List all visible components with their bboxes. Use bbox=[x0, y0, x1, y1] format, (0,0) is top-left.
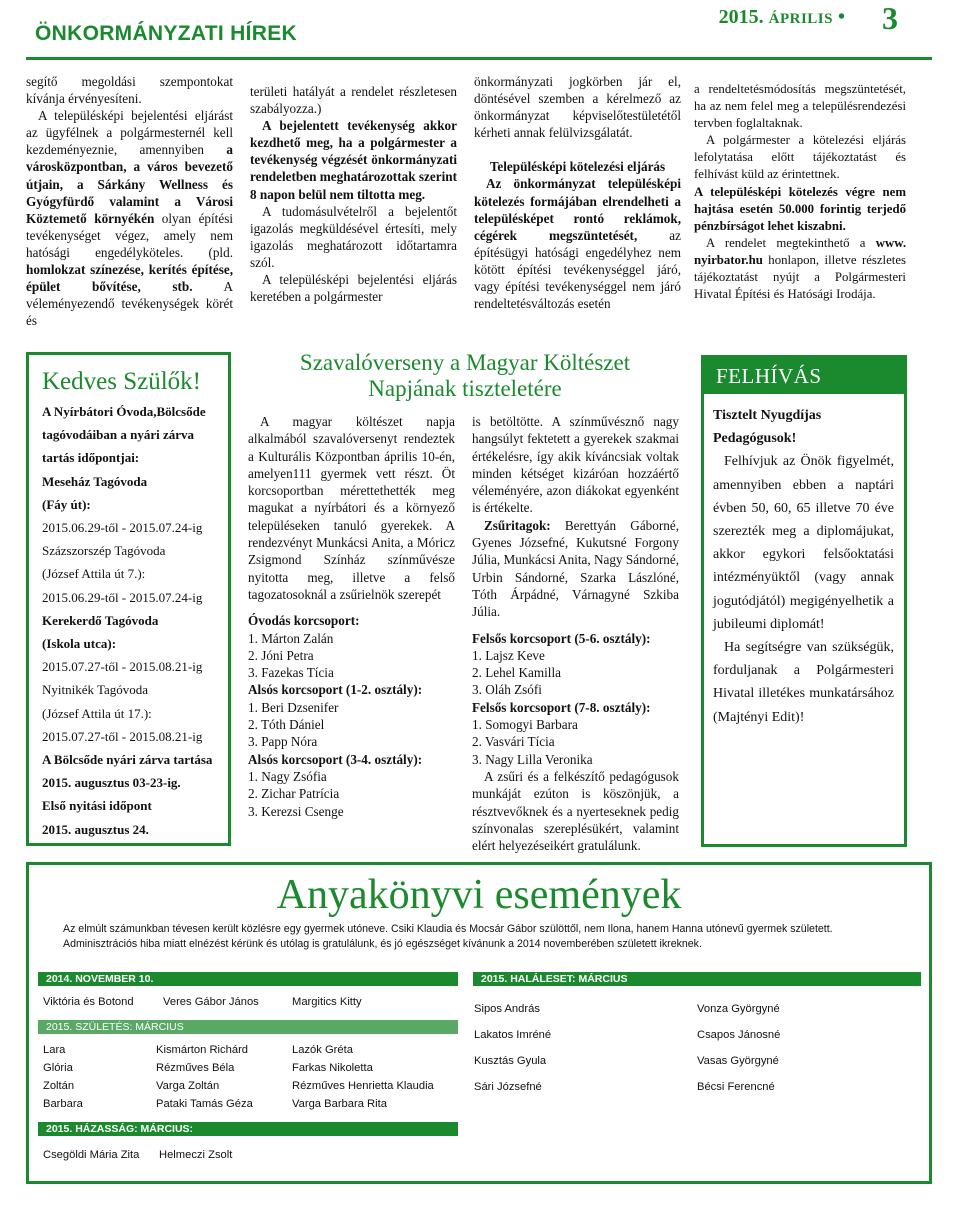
article-column-2 bbox=[250, 83, 457, 305]
paragraph: önkormányzati jogkörben jár el, döntésével szemben a kérelmező az önkormányzat képviselőtestületétől kérheti annak felülvizsgálatát. bbox=[474, 74, 681, 141]
paragraph: A zsűri és a felkészítő pedagógusok munkáját ezúton is köszönjük, a résztvevőknek és a nyerteseknek pedig színvonalas szereplésükért, valamint elért helyezéseikért gratulálunk. bbox=[472, 768, 679, 854]
registry-name: Rézműves Henrietta Klaudia bbox=[292, 1080, 434, 1092]
page-header bbox=[0, 0, 960, 62]
winner: 2. Lehel Kamilla bbox=[472, 665, 561, 681]
registry-name: Lazók Gréta bbox=[292, 1044, 353, 1056]
header-rule bbox=[26, 57, 932, 60]
paragraph: Ha segítségre van szükségük, forduljanak a Polgármesteri Hivatal illetékes munkatársához (Majtényi Edit)! bbox=[713, 640, 894, 725]
winner: 1. Lajsz Keve bbox=[472, 647, 545, 663]
line: Első nyitási időpont bbox=[42, 798, 152, 814]
group-heading: Alsós korcsoport (3-4. osztály): bbox=[248, 751, 423, 767]
registry-name: Sári Józsefné bbox=[474, 1081, 542, 1093]
issue-month: ÁPRILIS bbox=[768, 11, 833, 27]
line: tartás időpontjai: bbox=[42, 450, 140, 466]
poetry-title: Szavalóverseny a Magyar Költészet Napjának tiszteletére bbox=[299, 350, 631, 401]
line: tagóvodáiban a nyári zárva bbox=[42, 427, 195, 443]
paragraph: területi hatályát a rendelet részletesen szabályozza.) bbox=[250, 84, 457, 117]
group-heading: Felsős korcsoport (5-6. osztály): bbox=[472, 630, 651, 646]
registry-name: Vasas Györgyné bbox=[697, 1055, 779, 1067]
line: 2015.06.29-től - 2015.07.24-ig bbox=[42, 589, 203, 605]
winner: 1. Márton Zalán bbox=[248, 630, 334, 646]
winner: 3. Oláh Zsófi bbox=[472, 682, 542, 698]
line: 2015.07.27-től - 2015.08.21-ig bbox=[42, 728, 203, 744]
line: 2015.06.29-től - 2015.07.24-ig bbox=[42, 520, 203, 536]
winner: 2. Zichar Patrícia bbox=[248, 786, 340, 802]
line: 2015.07.27-től - 2015.08.21-ig bbox=[42, 659, 203, 675]
article-column-1 bbox=[26, 73, 233, 329]
poetry-column-1 bbox=[248, 413, 455, 820]
section-header-marriage: 2015. HÁZASSÁG: MÁRCIUS: bbox=[38, 1122, 458, 1136]
winner: 1. Beri Dzsenifer bbox=[248, 699, 339, 715]
line: Meseház Tagóvoda bbox=[42, 473, 148, 489]
notice-body bbox=[704, 394, 904, 729]
winner: 1. Somogyi Barbara bbox=[472, 717, 578, 733]
paragraph: A bejelentett tevékenység akkor kezdhető meg, ha a polgármester a tevékenység végzését önkormányzati rendeletben meghatározottak szerint 8 napon belül nem tiltotta meg. bbox=[250, 118, 457, 202]
line: A Nyírbátori Óvoda,Bölcsőde bbox=[42, 404, 206, 419]
registry-name: Kusztás Gyula bbox=[474, 1055, 547, 1067]
line: 2015. augusztus 03-23-ig. bbox=[42, 775, 181, 791]
paragraph: A településképi bejelentési eljárást az ügyfélnek a polgármesternél kell kezdeményeznie, amennyiben a városközpontban, a város bevezető útjain, a Sárkány Wellness és Gyógyfürdő valamint a Városi Köztemető környékén olyan építési tevékenységet végez, amely nem hatósági engedélyköteles. (pld. homlokzat színezése, kerítés építése, épület bővítése, stb. A véleményezendő tevékenységek körét és bbox=[26, 108, 233, 329]
line: Százszorszép Tagóvoda bbox=[42, 543, 166, 559]
section-title: ÖNKORMÁNYZATI HÍREK bbox=[35, 22, 297, 45]
registry-name: Zoltán bbox=[43, 1080, 75, 1092]
line: (József Attila út 17.): bbox=[42, 705, 152, 721]
registry-name: Varga Barbara Rita bbox=[292, 1098, 387, 1110]
winner: 2. Vasvári Tícia bbox=[472, 734, 555, 750]
registry-name: Rézműves Béla bbox=[156, 1062, 235, 1074]
bold-text: homlokzat színezése, kerítés építése, épület bővítése, stb. bbox=[26, 262, 233, 295]
paragraph: A polgármester a kötelezési eljárás lefolytatása előtt tájékoztatást és felhívást küld az érintettnek. bbox=[694, 133, 906, 182]
paragraph: A magyar költészet napja alkalmából szavalóversenyt rendeztek a Kulturális Központban április 10-én, amelyen111 gyermek vett részt. Öt korcsoportban mérettethették meg magukat a nyírbátori és a környező településeken tanuló gyerekek. A rendezvényt Munkácsi Anita, a Móricz Zsigmond Színház színművésze nyitotta meg, illetve a felső tagozatosoknál a zsűrielnök szerepét bbox=[248, 414, 455, 602]
registry-name: Veres Gábor János bbox=[163, 996, 259, 1008]
greeting: Tisztelt Nyugdíjas bbox=[713, 408, 822, 423]
section-header-births: 2015. SZÜLETÉS: MÁRCIUS bbox=[38, 1020, 458, 1034]
jury-label: Zsűritagok: bbox=[484, 517, 551, 533]
registry-name: Csegöldi Mária Zita bbox=[43, 1149, 140, 1161]
registry-name: Varga Zoltán bbox=[156, 1080, 220, 1092]
bold-text: Az önkormányzat településképi kötelezés formájában elrendelheti a településképet rontó reklámok, cégérek megszüntetését, bbox=[474, 176, 681, 243]
paragraph: A településképi kötelezés végre nem hajtása esetén 50.000 forintig terjedő pénzbírságot lehet kiszabni. bbox=[694, 184, 906, 233]
bold-text: a városközpontban, a város bevezető útjain, a Sárkány Wellness és Gyógyfürdő valamint a Városi Köztemető környékén bbox=[26, 142, 233, 226]
paragraph: Felhívjuk az Önök figyelmét, amennyiben ebben a naptári évben 50, 60, 65 illetve 70 éve szerezték meg a diplomájukat, akkor egykori felsőoktatási intézményüktől (vagy annak jogutódjától) megigényelhetik a jubileumi diplomát! bbox=[713, 454, 894, 632]
winner: 1. Nagy Zsófia bbox=[248, 768, 327, 784]
paragraph: a rendeltetésmódosítás megszüntetését, ha az nem felel meg a településrendezési tervben foglaltaknak. bbox=[694, 82, 906, 131]
paragraph: A rendelet megtekinthető a www. nyirbator.hu honlapon, illetve részletes tájékoztatást nyújt a Polgármesteri Hivatal Építési és Hatósági Irodája. bbox=[694, 235, 907, 302]
registry-name: Vonza Györgyné bbox=[697, 1003, 780, 1015]
registry-box bbox=[26, 862, 932, 1184]
paragraph: is betöltötte. A színművésznő nagy hangsúlyt fektetett a gyerekek szakmai értékelésre, így akik kíváncsiak voltak minden kétséget kizáróan hozzáértő véleményére, azon diákokat egyenként is értékelte. bbox=[472, 414, 679, 516]
paragraph: Az önkormányzat településképi kötelezés formájában elrendelheti a településképet rontó reklámok, cégérek megszüntetését, az építésügyi hatósági engedélyhez nem kötött építési tevékenységgel járó, vagy építési tevékenységgel nem járó rendeltetésváltozás esetén bbox=[474, 176, 681, 312]
kindergarten-notice-box bbox=[26, 352, 231, 846]
line: Nyitnikék Tagóvoda bbox=[42, 682, 149, 698]
issue-year: 2015. bbox=[718, 6, 764, 28]
winner: 2. Jóni Petra bbox=[248, 647, 314, 663]
article-column-4 bbox=[694, 81, 906, 303]
winner: 2. Tóth Dániel bbox=[248, 717, 325, 733]
registry-title: Anyakönyvi események bbox=[276, 872, 682, 918]
paragraph: segítő megoldási szempontokat kívánja érvényesíteni. bbox=[26, 74, 233, 107]
registry-intro: Az elmúlt számunkban tévesen került közlésre egy gyermek utóneve. Csiki Klaudia és Mocsár Gábor szülöttől, nem Ilona, hanem Hanna utónevű gyermek született. Adminisztrációs hiba miatt elnézést kérünk és utólag is gratulálunk, és jó egészséget kívánunk a 2014 novemberében született ikreknek. bbox=[63, 923, 833, 950]
registry-name: Pataki Tamás Géza bbox=[156, 1098, 253, 1110]
line: (Fáy út): bbox=[42, 496, 91, 512]
page-number: 3 bbox=[882, 0, 898, 36]
group-heading: Felsős korcsoport (7-8. osztály): bbox=[472, 699, 651, 715]
registry-name: Barbara bbox=[43, 1098, 83, 1110]
registry-name: Csapos Jánosné bbox=[697, 1029, 781, 1041]
section-header-deaths: 2015. HALÁLESET: MÁRCIUS bbox=[473, 972, 921, 986]
registry-name: Bécsi Ferencné bbox=[697, 1081, 775, 1093]
winner: 3. Kerezsi Csenge bbox=[248, 803, 344, 819]
registry-name: Margitics Kitty bbox=[292, 996, 362, 1008]
article-column-3 bbox=[474, 73, 681, 312]
registry-name: Sipos András bbox=[474, 1003, 540, 1015]
box-title: Kedves Szülők! bbox=[42, 368, 201, 395]
paragraph: A tudomásulvételről a bejelentőt igazolás megküldésével értesíti, mely igazolás meghatározott időtartamra szól. bbox=[250, 203, 457, 270]
paragraph: Zsűritagok: Berettyán Gáborné, Gyenes Józsefné, Kukutsné Forgony Júlia, Munkácsi Anita, Nagy Sándorné, Urbin Sándorné, Szarka Lászlóné, Tóth Árpádné, Várnagyné Szkiba Júlia. bbox=[472, 517, 679, 620]
registry-name: Helmeczi Zsolt bbox=[159, 1149, 233, 1161]
website-link[interactable]: www. nyirbator.hu bbox=[694, 235, 907, 267]
registry-name: Viktória és Botond bbox=[43, 996, 134, 1008]
registry-name: Farkas Nikoletta bbox=[292, 1062, 373, 1074]
line: (Iskola utca): bbox=[42, 636, 117, 652]
greeting: Pedagógusok! bbox=[713, 431, 797, 447]
group-heading: Alsós korcsoport (1-2. osztály): bbox=[248, 682, 423, 698]
winner: 3. Fazekas Tícia bbox=[248, 665, 334, 681]
line: (József Attila út 7.): bbox=[42, 566, 146, 582]
registry-name: Lara bbox=[43, 1044, 66, 1056]
group-heading: Óvodás korcsoport: bbox=[248, 613, 360, 629]
notice-box bbox=[701, 355, 907, 847]
notice-band: FELHÍVÁS bbox=[704, 358, 904, 394]
paragraph: A településképi bejelentési eljárás keretében a polgármester bbox=[250, 272, 457, 305]
line: Kerekerdő Tagóvoda bbox=[42, 612, 159, 628]
issue-date bbox=[719, 6, 845, 29]
winner: 3. Papp Nóra bbox=[248, 734, 318, 750]
section-header-nov: 2014. NOVEMBER 10. bbox=[38, 972, 458, 986]
poetry-column-2 bbox=[472, 413, 679, 854]
registry-name: Lakatos Imréné bbox=[474, 1029, 552, 1041]
registry-name: Kismárton Richárd bbox=[156, 1044, 249, 1056]
line: 2015. augusztus 24. bbox=[42, 821, 149, 837]
winner: 3. Nagy Lilla Veronika bbox=[472, 751, 593, 767]
bullet: • bbox=[837, 6, 845, 28]
line: A Bölcsőde nyári zárva tartása bbox=[42, 752, 213, 768]
subheading: Településképi kötelezési eljárás bbox=[489, 159, 666, 175]
registry-name: Glória bbox=[43, 1062, 73, 1074]
